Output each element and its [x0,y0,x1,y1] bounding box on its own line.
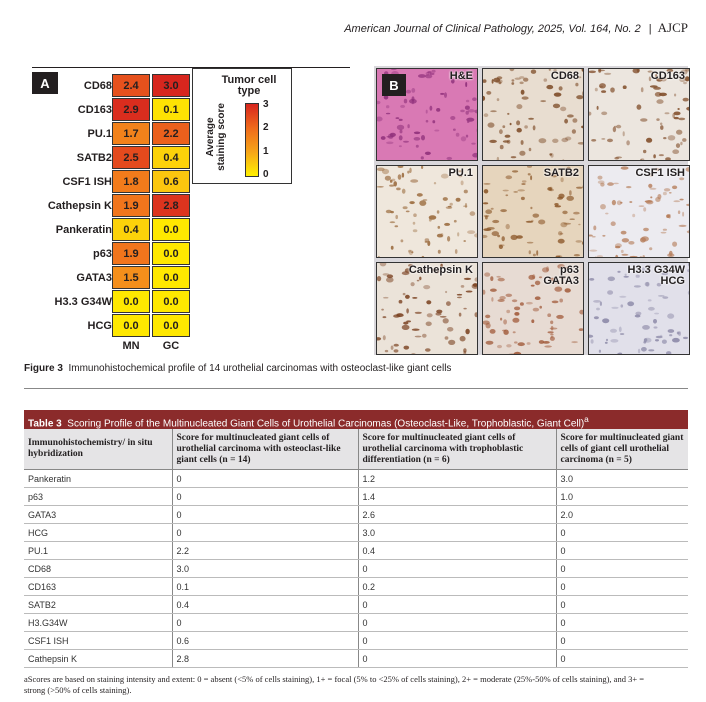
heatmap-cell: 1.7 [112,122,150,145]
tissue-texture [483,69,584,161]
panel-a-label: A [32,72,58,94]
micrograph-tile-label [544,168,579,179]
heatmap-cell: 2.9 [112,98,150,121]
tissue-texture [589,166,690,258]
table-row [24,524,688,542]
micrograph-tile-label-line: H3.3 G34W [627,264,685,276]
table-header-row [24,429,688,470]
table-cell-score: 2.6 [358,506,556,524]
table-cell-score: 0 [358,650,556,668]
heatmap-cell: 3.0 [152,74,190,97]
table-label: Table 3 [28,418,62,430]
heatmap-cell: 0.0 [112,290,150,313]
figure-caption-text: Immunohistochemical profile of 14 urothelial carcinomas with osteoclast-like giant cells [68,363,452,374]
table-footnote: aScores are based on staining intensity and extent: 0 = absent (<5% of cells staining), 1+ = focal (5% to <25% of cells staining), 2+ = moderate (25%-50% of cells staining), and 3+ = strong (>50% of cells staining). [24,674,645,695]
table-cell-score: 3.0 [556,470,688,488]
micrograph-tile-label [409,265,473,276]
table-cell-score: 0 [556,542,688,560]
table-cell-score: 0.2 [358,578,556,596]
heatmap-cell: 2.5 [112,146,150,169]
micrograph-tile-label [450,71,473,82]
table-row [24,596,688,614]
figure-label: Figure 3 [24,363,63,374]
table-cell-marker: CD68 [24,560,172,578]
table-cell-score: 0 [556,524,688,542]
micrograph-tile-label [635,168,685,179]
table-header-osteoclast: Score for multinucleated giant cells of urothelial carcinoma with osteoclast-like giant cells (n = 14) [172,429,358,470]
table-cell-score: 0 [556,578,688,596]
heatmap-cell: 1.5 [112,266,150,289]
heatmap-legend [192,68,292,184]
table-row [24,578,688,596]
micrograph-tile-label-line: CSF1 ISH [635,167,685,179]
table-cell-marker: H3.G34W [24,614,172,632]
table-cell-score: 0 [358,632,556,650]
table-cell-score: 3.0 [358,524,556,542]
heatmap-cell: 0.0 [152,266,190,289]
table-cell-marker: Cathepsin K [24,650,172,668]
heatmap-row-label: Cathepsin K [47,200,112,212]
micrograph-tile [376,165,478,258]
journal-abbreviation: AJCP [657,20,688,35]
table-header-marker: Immunohistochemistry/ in situ hybridization [24,429,172,470]
heatmap-cell: 1.8 [112,170,150,193]
table-cell-marker: SATB2 [24,596,172,614]
table-cell-score: 0 [358,596,556,614]
micrograph-tile-label-line: CD68 [550,70,579,82]
heatmap-cell: 1.9 [112,242,150,265]
table-title-bar [24,410,688,429]
panel-b-label: B [382,74,406,96]
legend-color-bar [245,103,259,177]
micrograph-tile [588,262,690,355]
micrograph-tile [482,262,584,355]
table-cell-score: 2.8 [172,650,358,668]
table-cell-marker: PU.1 [24,542,172,560]
heatmap-cell: 0.4 [112,218,150,241]
heatmap-cell: 1.9 [112,194,150,217]
table-cell-marker: HCG [24,524,172,542]
heatmap-row-label: SATB2 [76,152,112,164]
micrograph-tile [588,165,690,258]
table-cell-score: 0 [358,614,556,632]
table-cell-score: 1.4 [358,488,556,506]
micrograph-tile-label-line: HCG [660,275,685,287]
table-cell-score: 3.0 [172,560,358,578]
heatmap-row-label: CD68 [83,80,112,92]
legend-tick-0: 0 [263,169,269,180]
scoring-table [24,429,688,668]
legend-tick-1: 1 [263,146,269,157]
micrograph-tile-label [449,168,473,179]
micrograph-tile-label [551,71,579,82]
tissue-texture [589,69,690,161]
heatmap-row-label: Pankeratin [55,224,112,236]
table-cell-score: 0 [172,488,358,506]
table-cell-marker: GATA3 [24,506,172,524]
table-row [24,470,688,488]
table-cell-score: 0.4 [172,596,358,614]
table-cell-score: 0 [556,560,688,578]
running-head-separator: | [648,23,652,35]
table-cell-score: 0.1 [172,578,358,596]
legend-tick-2: 2 [263,122,269,133]
micrograph-tile-label-line: p63 [560,264,579,276]
legend-axis-label: Average staining score [205,103,227,171]
figure-caption [24,363,684,374]
micrograph-tile-label [628,265,685,287]
table-row [24,632,688,650]
micrograph-panel [374,66,688,355]
micrograph-tile [376,262,478,355]
heatmap-column-label: GC [162,340,180,352]
heatmap-cell: 0.0 [152,314,190,337]
micrograph-tile-label-line: SATB2 [543,167,579,179]
micrograph-tile-label-line: PU.1 [448,167,473,179]
table-cell-score: 1.0 [556,488,688,506]
micrograph-tile-label-line: CD163 [650,70,685,82]
micrograph-tile-label [651,71,685,82]
table-cell-marker: p63 [24,488,172,506]
table-row [24,614,688,632]
table-cell-marker: CD163 [24,578,172,596]
table-cell-score: 0 [172,524,358,542]
micrograph-tile [588,68,690,161]
heatmap-panel [32,68,350,356]
table-row [24,542,688,560]
table-cell-score: 2.0 [556,506,688,524]
legend-tick-3: 3 [263,99,269,110]
heatmap-row-label: GATA3 [76,272,112,284]
heatmap-cell: 2.4 [112,74,150,97]
table-cell-score: 0 [556,614,688,632]
table-cell-score: 0 [172,506,358,524]
heatmap-row-label: PU.1 [87,128,112,140]
micrograph-tile-label-line: Cathepsin K [408,264,473,276]
table-title-superscript: a [584,414,589,424]
table-cell-marker: Pankeratin [24,470,172,488]
legend-title: Tumor cell type [221,74,277,97]
table-row [24,488,688,506]
heatmap-cell: 0.0 [152,218,190,241]
table-cell-score: 0 [556,632,688,650]
section-divider [24,388,688,389]
heatmap-cell: 2.2 [152,122,190,145]
table-cell-score: 0.6 [172,632,358,650]
heatmap-column-label: MN [122,340,140,352]
heatmap-row-label: p63 [93,248,112,260]
heatmap-cell: 0.0 [152,290,190,313]
table-cell-score: 0 [358,560,556,578]
journal-citation: American Journal of Clinical Pathology, 2025, Vol. 164, No. 2 [344,23,641,35]
tissue-texture [483,166,584,258]
table-cell-score: 0 [172,470,358,488]
table-row [24,506,688,524]
tissue-texture [377,166,478,258]
heatmap-cell: 0.0 [112,314,150,337]
heatmap-row-label: HCG [87,320,112,332]
heatmap-row-label: H3.3 G34W [54,296,112,308]
micrograph-tile-label [543,265,579,287]
micrograph-tile [482,68,584,161]
table-header-giant-cell: Score for multinucleated giant cells of giant cell urothelial carcinoma (n = 5) [556,429,688,470]
table-body [24,470,688,668]
table-cell-score: 2.2 [172,542,358,560]
table-header-trophoblastic: Score for multinucleated giant cells of urothelial carcinoma with trophoblastic differentiation (n = 6) [358,429,556,470]
heatmap-cell: 0.0 [152,242,190,265]
micrograph-tile [482,165,584,258]
heatmap-cell: 0.4 [152,146,190,169]
heatmap-cell: 2.8 [152,194,190,217]
running-head [344,20,688,36]
table-cell-score: 0.4 [358,542,556,560]
table-cell-score: 1.2 [358,470,556,488]
table-cell-marker: CSF1 ISH [24,632,172,650]
table-cell-score: 0 [172,614,358,632]
heatmap-row-label: CSF1 ISH [62,176,112,188]
table-cell-score: 0 [556,596,688,614]
heatmap-cell: 0.6 [152,170,190,193]
heatmap-cell: 0.1 [152,98,190,121]
table-title: Scoring Profile of the Multinucleated Giant Cells of Urothelial Carcinomas (Osteoclast-Like, Trophoblastic, Giant Cell) [67,418,585,430]
tissue-texture [377,263,478,355]
table-cell-score: 0 [556,650,688,668]
heatmap-row-label: CD163 [77,104,112,116]
micrograph-tile-label-line: H&E [449,70,473,82]
micrograph-tile-label-line: GATA3 [543,275,579,287]
table-row [24,560,688,578]
table-row [24,650,688,668]
